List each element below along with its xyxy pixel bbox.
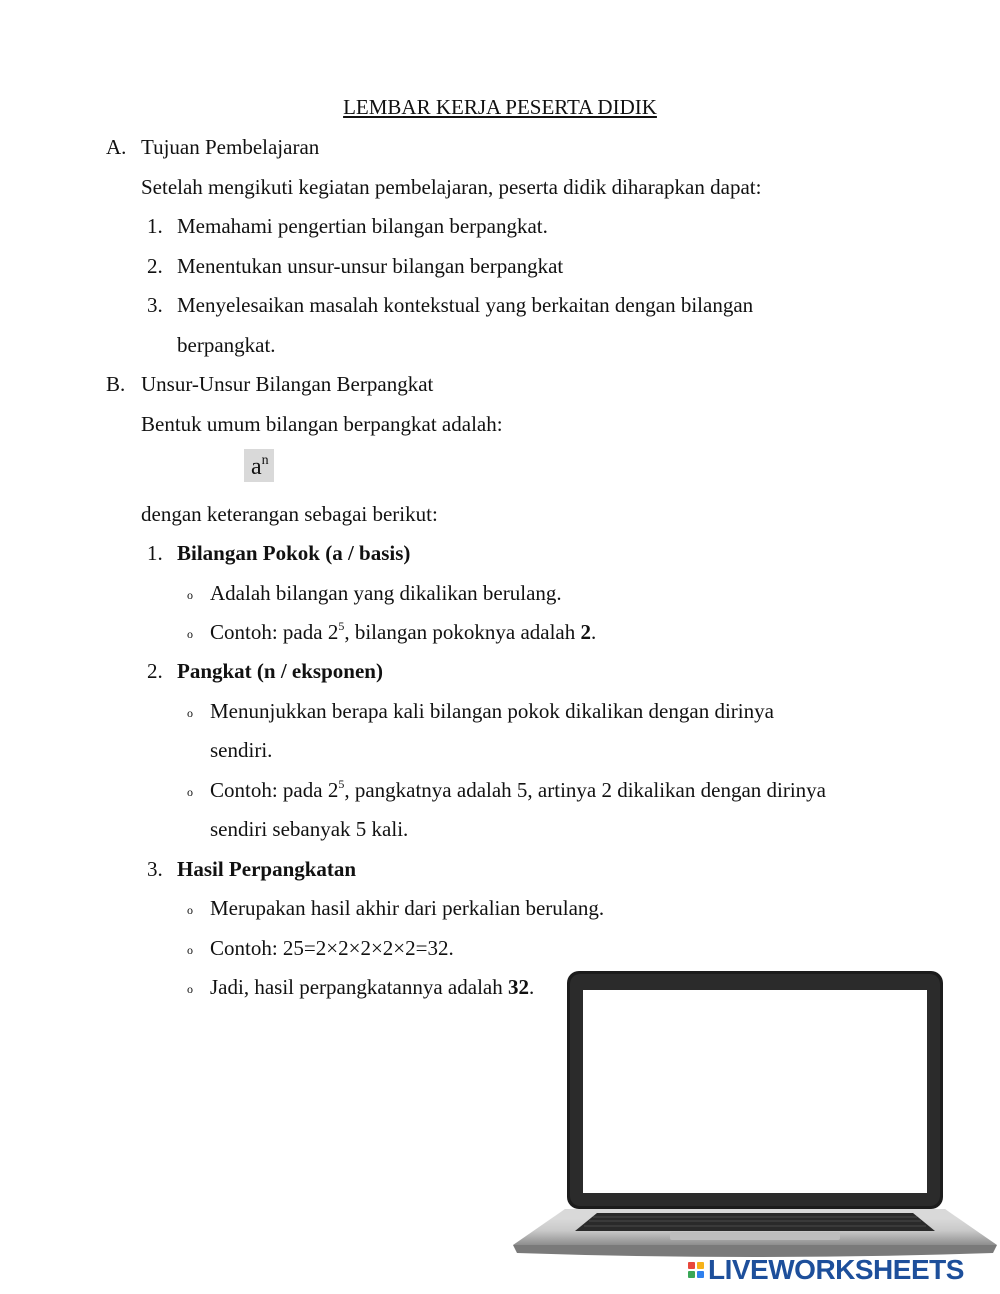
objective-number: 1. [147,214,163,238]
objective-number: 2. [147,254,163,278]
element-number: 1. [147,541,163,565]
section-b-heading: Unsur-Unsur Bilangan Berpangkat [141,372,434,396]
logo-text: LIVEWORKSHEETS [708,1254,964,1285]
laptop-screen [583,990,927,1193]
objective-number: 3. [147,293,163,317]
bullet-icon: o [187,982,193,996]
general-formula [251,454,269,480]
logo-square [697,1271,704,1278]
bullet-text: Contoh: pada $2^5$, bilangan pokoknya adalah 2. [210,619,597,644]
section-a-letter: A. [106,135,127,159]
bullet-text: Contoh: 25=2×2×2×2×2=32. [210,936,454,960]
laptop-image [505,965,1000,1265]
logo-square [688,1262,695,1269]
section-b-intro: Bentuk umum bilangan berpangkat adalah: [141,412,503,436]
logo-square [697,1262,704,1269]
bullet-icon: o [187,706,193,720]
bullet-text: Adalah bilangan yang dikalikan berulang. [210,581,562,605]
logo-mark-icon [688,1262,704,1278]
element-heading-exponent: Pangkat (n / eksponen) [177,659,383,683]
objective-text-continued: berpangkat. [177,333,276,357]
bullet-text: Menunjukkan berapa kali bilangan pokok dikalikan dengan dirinya [210,699,774,723]
element-heading-base: Bilangan Pokok (a / basis) [177,541,411,565]
formula-exponent: n [261,453,269,468]
bullet-icon: o [187,943,193,957]
bullet-text-continued: sendiri sebanyak 5 kali. [210,817,409,841]
section-b-letter: B. [106,372,126,396]
objective-text: Memahami pengertian bilangan berpangkat. [177,214,548,238]
liveworksheets-logo [688,1255,964,1285]
element-number: 3. [147,857,163,881]
objective-text: Menyelesaikan masalah kontekstual yang berkaitan dengan bilangan [177,293,754,317]
bullet-text: Contoh: pada $2^5$, pangkatnya adalah 5, artinya 2 dikalikan dengan dirinya [210,777,826,802]
bullet-text: Merupakan hasil akhir dari perkalian berulang. [210,896,605,920]
bullet-icon: o [187,588,193,602]
formula-base: a [251,454,262,480]
bullet-icon: o [187,785,193,799]
page-title: LEMBAR KERJA PESERTA DIDIK [343,95,657,119]
objective-text: Menentukan unsur-unsur bilangan berpangkat [177,254,564,278]
element-heading-result: Hasil Perpangkatan [177,857,357,881]
section-a-heading: Tujuan Pembelajaran [141,135,320,159]
section-b-description: dengan keterangan sebagai berikut: [141,502,438,526]
bullet-icon: o [187,903,193,917]
logo-square [688,1271,695,1278]
bullet-icon: o [187,627,193,641]
bullet-text: Jadi, hasil perpangkatannya adalah 32. [210,975,535,999]
section-a-intro: Setelah mengikuti kegiatan pembelajaran, peserta didik diharapkan dapat: [141,175,762,199]
element-number: 2. [147,659,163,683]
bullet-text-continued: sendiri. [210,738,273,762]
